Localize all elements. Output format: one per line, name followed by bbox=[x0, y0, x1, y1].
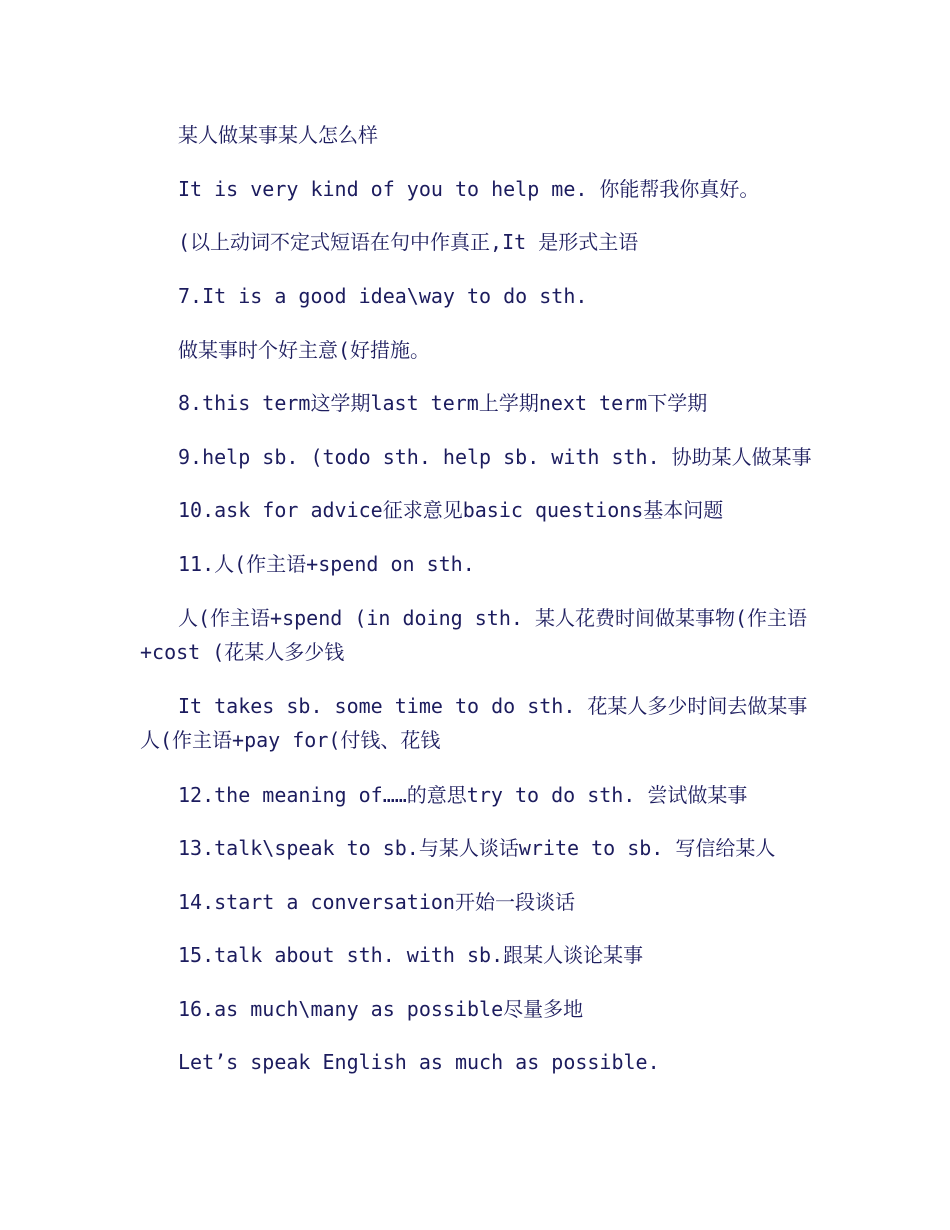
text-line: Let’s speak English as much as possible. bbox=[178, 1050, 660, 1074]
text-line: 12.the meaning of……的意思try to do sth. 尝试做某事 bbox=[178, 783, 748, 807]
text-line: 11.人(作主语+spend on sth. bbox=[178, 552, 475, 576]
text-paragraph: It takes sb. some time to do sth. 花某人多少时间去做某事人(作主语+pay for(付钱、花钱 bbox=[140, 694, 808, 752]
text-line: 7.It is a good idea\way to do sth. bbox=[178, 284, 588, 308]
text-line: 某人做某事某人怎么样 bbox=[178, 123, 378, 147]
text-line: 13.talk\speak to sb.与某人谈话write to sb. 写信给某人 bbox=[178, 836, 776, 860]
text-line: 做某事时个好主意(好措施。 bbox=[178, 338, 431, 362]
text-line: 10.ask for advice征求意见basic questions基本问题 bbox=[178, 498, 724, 522]
text-line: It is very kind of you to help me. 你能帮我你真好。 bbox=[178, 177, 760, 201]
text-line: (以上动词不定式短语在句中作真正,It 是形式主语 bbox=[178, 230, 639, 254]
text-line: 9.help sb. (todo sth. help sb. with sth. 协助某人做某事 bbox=[178, 445, 812, 469]
text-paragraph: 人(作主语+spend (in doing sth. 某人花费时间做某事物(作主语+cost (花某人多少钱 bbox=[140, 606, 807, 664]
text-line: 16.as much\many as possible尽量多地 bbox=[178, 997, 584, 1021]
text-line: 15.talk about sth. with sb.跟某人谈论某事 bbox=[178, 943, 644, 967]
text-line: 14.start a conversation开始一段谈话 bbox=[178, 890, 575, 914]
text-line: 8.this term这学期last term上学期next term下学期 bbox=[178, 391, 708, 415]
